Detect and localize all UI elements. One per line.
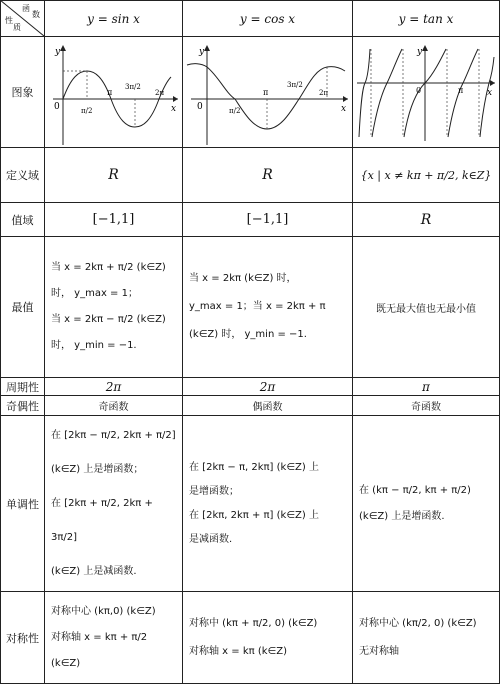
- tan-y-label: y: [417, 47, 423, 57]
- sin-graph-svg: [45, 37, 182, 147]
- tan-origin-label: 0: [416, 86, 422, 95]
- row-label-domain: 定义域: [6, 169, 39, 182]
- monotonic-cos-line: 是增函数；: [189, 485, 239, 497]
- graph-cos: [183, 37, 352, 147]
- extreme-sin-line: 当 x = 2kπ − π/2 (k∈Z): [51, 314, 166, 325]
- monotonic-sin: [45, 416, 182, 591]
- row-label-period: 周期性: [6, 380, 39, 394]
- corner-bottom-label-2: 质: [13, 23, 21, 32]
- extreme-sin-line: 时， y_max = 1；: [51, 288, 138, 299]
- cos-2pi-label: 2π: [319, 89, 329, 97]
- extreme-sin-line: 时， y_min = −1.: [51, 340, 137, 351]
- header-cos: y = cos x: [239, 11, 296, 26]
- cos-3pi2-label: 3π/2: [287, 81, 303, 89]
- symmetry-sin-line: 对称中心 (kπ,0) (k∈Z): [51, 605, 156, 617]
- sin-pi-label: π: [107, 88, 113, 97]
- parity-tan: 奇函数: [411, 402, 441, 413]
- cos-graph-svg: [183, 37, 352, 147]
- monotonic-sin-line: (k∈Z) 上是减函数.: [51, 565, 137, 577]
- extreme-tan: 既无最大值也无最小值: [376, 303, 476, 315]
- extreme-cos-line: 当 x = 2kπ (k∈Z) 时，: [189, 273, 297, 284]
- header-corner: [0, 0, 44, 36]
- symmetry-tan-line: 无对称轴: [359, 645, 399, 657]
- range-sin: [−1,1]: [92, 212, 135, 227]
- symmetry-tan: [353, 592, 499, 683]
- graph-tan: [353, 37, 499, 147]
- row-label-range: 值域: [11, 213, 34, 227]
- period-tan: π: [422, 379, 430, 394]
- cos-pi-label: π: [263, 88, 269, 97]
- sin-x-label: x: [171, 104, 177, 114]
- cos-pi2-label: π/2: [229, 107, 241, 115]
- symmetry-cos: [183, 592, 352, 683]
- symmetry-tan-line: 对称中心 (kπ/2, 0) (k∈Z): [359, 617, 477, 629]
- row-label-graph: 图象: [11, 86, 34, 99]
- extreme-cos: [183, 237, 352, 377]
- monotonic-tan-line: 在 (kπ − π/2, kπ + π/2): [359, 484, 471, 496]
- monotonic-cos: [183, 416, 352, 591]
- monotonic-cos-line: 在 [2kπ − π, 2kπ] (k∈Z) 上: [189, 461, 319, 473]
- row-label-extreme: 最值: [11, 301, 34, 314]
- cos-x-label: x: [341, 104, 347, 114]
- monotonic-sin-line: (k∈Z) 上是增函数；: [51, 463, 144, 475]
- symmetry-cos-line: 对称中 (kπ + π/2, 0) (k∈Z): [189, 617, 318, 629]
- corner-top-label: 函: [22, 4, 30, 13]
- row-label-parity: 奇偶性: [6, 399, 39, 413]
- row-label-symmetry: 对称性: [6, 631, 39, 645]
- parity-cos: 偶函数: [252, 402, 283, 413]
- parity-sin: 奇函数: [98, 402, 129, 413]
- cos-y-label: y: [199, 47, 205, 57]
- monotonic-cos-line: 在 [2kπ, 2kπ + π] (k∈Z) 上: [189, 509, 319, 521]
- period-cos: 2π: [259, 379, 276, 394]
- domain-cos: R: [262, 167, 273, 183]
- corner-bottom-label: 性: [5, 16, 13, 25]
- row-label-monotonic: 单调性: [6, 497, 39, 511]
- tan-x-label: x: [487, 88, 493, 98]
- monotonic-sin-line: 在 [2kπ + π/2, 2kπ + 3π/2]: [51, 497, 153, 543]
- symmetry-cos-line: 对称轴 x = kπ (k∈Z): [189, 645, 287, 657]
- period-sin: 2π: [105, 379, 122, 394]
- header-sin: y = sin x: [87, 11, 140, 26]
- graph-sin: [45, 37, 182, 147]
- sin-2pi-label: 2π: [155, 89, 165, 97]
- domain-tan: {x | x ≠ kπ + π/2, k∈Z}: [360, 168, 492, 182]
- monotonic-tan: [353, 416, 499, 591]
- sin-pi2-label: π/2: [81, 107, 93, 115]
- tan-graph-svg: [353, 37, 499, 147]
- header-tan: y = tan x: [398, 11, 454, 26]
- range-tan: R: [420, 211, 432, 228]
- corner-top-label-2: 数: [32, 10, 40, 19]
- symmetry-sin-line: 对称轴 x = kπ + π/2 (k∈Z): [51, 631, 148, 669]
- range-cos: [−1,1]: [246, 212, 289, 227]
- sin-3pi2-label: 3π/2: [125, 83, 141, 91]
- sin-y-label: y: [55, 47, 61, 57]
- cos-origin-label: 0: [197, 102, 203, 112]
- tan-pi-label: π: [458, 86, 464, 95]
- sin-origin-label: 0: [54, 102, 60, 112]
- monotonic-sin-line: 在 [2kπ − π/2, 2kπ + π/2]: [51, 429, 176, 441]
- monotonic-tan-line: (k∈Z) 上是增函数.: [359, 510, 445, 522]
- symmetry-sin: [45, 592, 182, 683]
- extreme-sin-line: 当 x = 2kπ + π/2 (k∈Z): [51, 262, 166, 273]
- extreme-cos-line: y_max = 1；当 x = 2kπ + π: [189, 301, 326, 312]
- extreme-cos-line: (k∈Z) 时， y_min = −1.: [189, 329, 307, 340]
- monotonic-cos-line: 是减函数.: [189, 533, 233, 545]
- domain-sin: R: [108, 167, 119, 183]
- extreme-sin: [45, 237, 182, 377]
